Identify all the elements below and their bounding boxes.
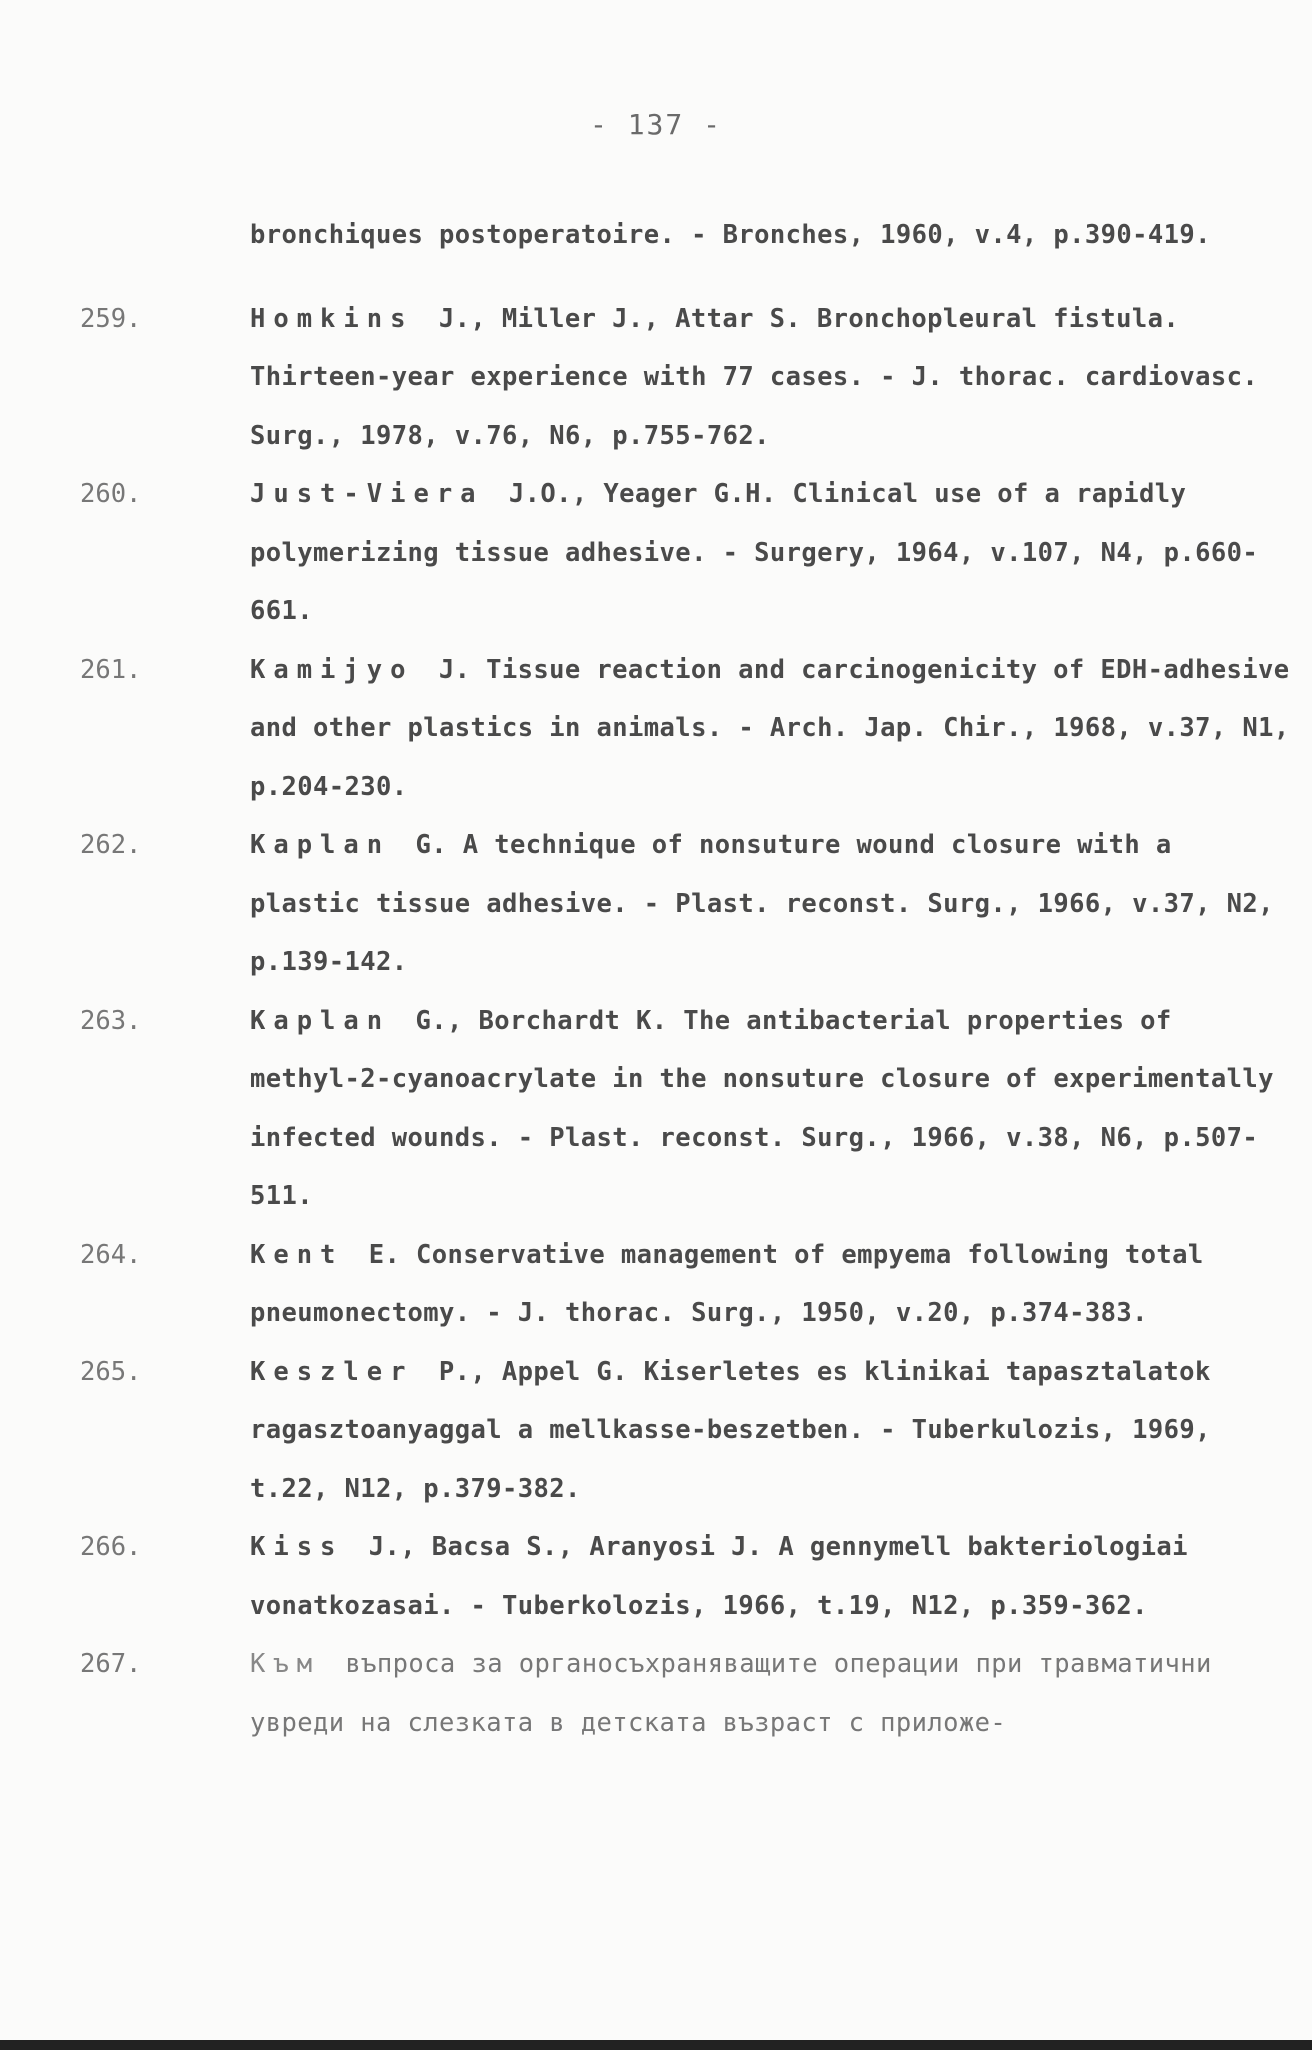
- reference-entry: [80, 641, 1290, 817]
- reference-entry: [80, 816, 1290, 992]
- reference-author: Kent: [250, 1239, 344, 1270]
- reference-list: [80, 180, 1290, 1752]
- reference-text: G. A technique of nonsuture wound closure with a plastic tissue adhesive. - Plast. reconst. Surg., 1966, v.37, N2, p.139-142.: [250, 830, 1274, 977]
- reference-author: Kaplan: [250, 1005, 391, 1036]
- page-bottom-edge: [0, 2040, 1312, 2050]
- reference-number: 267.: [80, 1649, 142, 1679]
- reference-entry: [80, 1518, 1290, 1635]
- reference-number: 263.: [80, 1005, 142, 1036]
- page-number: - 137 -: [589, 108, 722, 141]
- reference-text: J., Miller J., Attar S. Bronchopleural fistula. Thirteen-year experience with 77 cases. - J. thorac. cardiovasc. Surg., 1978, v.76, N6, p.755-762.: [250, 303, 1259, 451]
- reference-number: 262.: [80, 830, 142, 860]
- reference-text: J., Bacsa S., Aranyosi J. A gennymell bakteriologiai vonatkozasai. - Tuberkolozis, 1966, t.19, N12, p.359-362.: [250, 1532, 1188, 1621]
- reference-continuation: bronchiques postoperatoire. - Bronches, 1960, v.4, p.390-419.: [250, 219, 1211, 250]
- reference-number: 264.: [80, 1239, 142, 1270]
- reference-text: P., Appel G. Kiserletes es klinikai tapasztalatok ragasztoanyaggal a mellkasse-beszetben. - Tuberkulozis, 1969, t.22, N12, p.379-382.: [250, 1356, 1211, 1504]
- reference-entry: [80, 992, 1290, 1226]
- reference-entry: [80, 1343, 1290, 1519]
- reference-text: J.O., Yeager G.H. Clinical use of a rapidly polymerizing tissue adhesive. - Surgery, 1964, v.107, N4, p.660-661.: [250, 479, 1259, 626]
- reference-number: 260.: [80, 479, 142, 509]
- reference-entry: [80, 1226, 1290, 1343]
- reference-entry: [80, 290, 1290, 466]
- reference-author: Към: [250, 1649, 321, 1679]
- reference-author: Just-Viera: [250, 479, 484, 509]
- reference-text: E. Conservative management of empyema following total pneumonectomy. - J. thorac. Surg., 1950, v.20, p.374-383.: [250, 1239, 1204, 1328]
- reference-author: Homkins: [250, 303, 414, 334]
- reference-author: Kaplan: [250, 830, 391, 860]
- reference-number: 259.: [80, 303, 142, 334]
- reference-text: G., Borchardt K. The antibacterial properties of methyl-2-cyanoacrylate in the nonsuture closure of experimentally infected wounds. - Plast. reconst. Surg., 1966, v.38, N6, p.507-511.: [250, 1005, 1274, 1211]
- reference-entry: [80, 465, 1290, 641]
- reference-entry: [80, 1635, 1290, 1752]
- reference-number: 261.: [80, 654, 142, 685]
- reference-author: Kiss: [250, 1532, 344, 1562]
- reference-author: Keszler: [250, 1356, 414, 1387]
- reference-author: Kamijyo: [250, 654, 414, 685]
- reference-text: въпроса за органосъхраняващите операции при травматични увреди на слезката в детската възраст с приложе-: [250, 1649, 1212, 1738]
- reference-text: J. Tissue reaction and carcinogenicity of EDH-adhesive and other plastics in animals. - Arch. Jap. Chir., 1968, v.37, N1, p.204-230.: [250, 654, 1290, 802]
- reference-number: 266.: [80, 1532, 142, 1562]
- reference-number: 265.: [80, 1356, 142, 1387]
